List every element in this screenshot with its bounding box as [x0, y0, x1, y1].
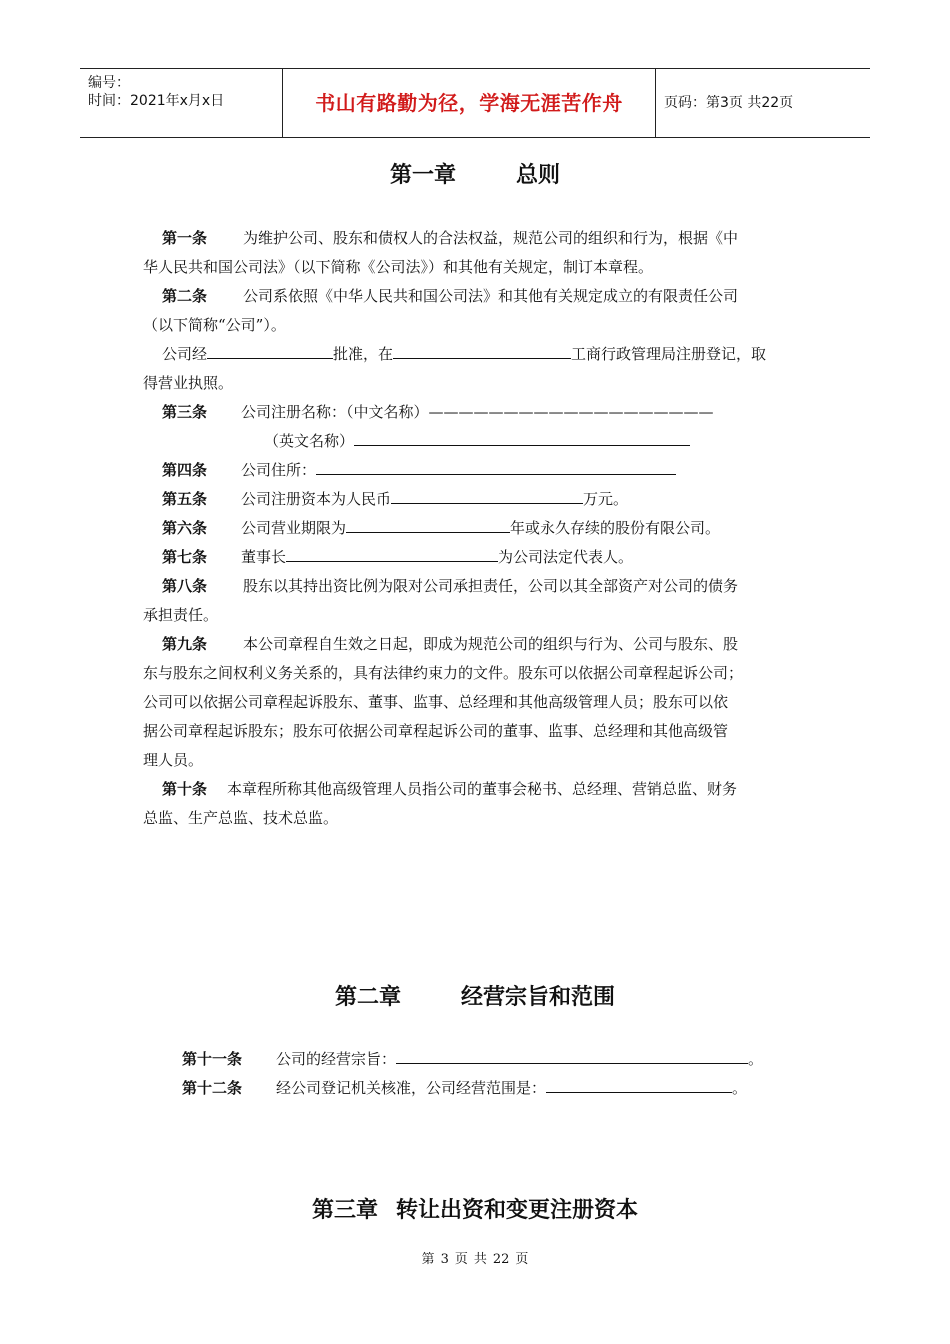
chapter-3-heading [0, 1193, 950, 1224]
document-date: 时间：2021年x月x日 [88, 93, 225, 109]
chapter-3-number: 第三章 [311, 1198, 378, 1223]
chapter-2-heading [0, 980, 950, 1011]
article-2-registration-cont: 得营业执照。 [143, 374, 234, 392]
blank-address[interactable] [316, 460, 676, 475]
article-label: 第五条 [162, 490, 208, 508]
article-9-line4: 据公司章程起诉股东；股东可依据公司章程起诉公司的董事、监事、总经理和其他高级管 [143, 722, 729, 740]
blank-business-term[interactable] [346, 518, 510, 533]
article-label: 第十条 [162, 780, 208, 798]
blank-chairman[interactable] [286, 547, 498, 562]
article-9-line5: 理人员。 [143, 751, 204, 769]
footer-total-pages: 22 [492, 1252, 510, 1267]
blank-registered-capital[interactable] [391, 489, 583, 504]
chapter-1-number: 第一章 [389, 163, 456, 188]
article-label: 第八条 [162, 577, 208, 595]
blank-approval-authority[interactable] [207, 344, 333, 359]
chapter-1-title: 总则 [516, 163, 561, 188]
article-5: 第五条 公司注册资本为人民币 万元。 [162, 490, 629, 508]
article-label: 第十二条 [182, 1079, 243, 1097]
article-7: 第七条 董事长 为公司法定代表人。 [162, 548, 634, 566]
header-page-info: 页码：第3页 共22页 [664, 95, 794, 111]
article-1: 第一条 为维护公司、股东和债权人的合法权益，规范公司的组织和行为，根据《中 [162, 229, 739, 247]
article-11: 第十一条 公司的经营宗旨： 。 [182, 1050, 764, 1068]
blank-registration-bureau[interactable] [393, 344, 571, 359]
article-label: 第十一条 [182, 1050, 243, 1068]
article-2-cont: （以下简称“公司”）。 [143, 316, 286, 334]
article-9-line3: 公司可以依据公司章程起诉股东、董事、监事、总经理和其他高级管理人员；股东可以依 [143, 693, 729, 711]
article-8: 第八条 股东以其持出资比例为限对公司承担责任，公司以其全部资产对公司的债务 [162, 577, 739, 595]
article-12: 第十二条 经公司登记机关核准，公司经营范围是： 。 [182, 1079, 748, 1097]
document-number-label: 编号： [88, 75, 130, 91]
page-footer: 第 3 页 共 22 页 [421, 1252, 529, 1267]
blank-business-purpose[interactable] [396, 1049, 748, 1064]
article-10-cont: 总监、生产总监、技术总监。 [143, 809, 339, 827]
blank-english-name[interactable] [354, 431, 690, 446]
article-9: 第九条 本公司章程自生效之日起，即成为规范公司的组织与行为、公司与股东、股 [162, 635, 739, 653]
article-label: 第三条 [162, 403, 208, 421]
article-4: 第四条 公司住所： [162, 460, 676, 480]
chapter-1-heading [0, 158, 950, 189]
article-6: 第六条 公司营业期限为 年或永久存续的股份有限公司。 [162, 519, 721, 537]
article-2-registration: 公司经 批准，在 工商行政管理局注册登记，取 [162, 345, 767, 363]
article-9-line2: 东与股东之间权利义务关系的，具有法律约束力的文件。股东可以依据公司章程起诉公司； [143, 664, 744, 682]
article-label: 第七条 [162, 548, 208, 566]
article-2: 第二条 公司系依照《中华人民共和国公司法》和其他有关规定成立的有限责任公司 [162, 287, 739, 305]
article-8-cont: 承担责任。 [143, 606, 219, 624]
header-motto: 书山有路勤为径，学海无涯苦作舟 [283, 69, 656, 137]
article-10: 第十条 本章程所称其他高级管理人员指公司的董事会秘书、总经理、营销总监、财务 [162, 780, 738, 798]
chapter-2-number: 第二章 [334, 985, 401, 1010]
article-label: 第六条 [162, 519, 208, 537]
article-label: 第四条 [162, 461, 208, 479]
chapter-3-title: 转让出资和变更注册资本 [396, 1198, 639, 1223]
chapter-2-title: 经营宗旨和范围 [461, 985, 616, 1010]
article-3-english-name: （英文名称） [264, 431, 690, 451]
blank-business-scope[interactable] [546, 1078, 732, 1093]
header-meta-cell [80, 69, 283, 137]
page-header [80, 68, 870, 138]
article-label: 第九条 [162, 635, 208, 653]
footer-page-number: 3 [440, 1252, 449, 1267]
article-1-cont: 华人民共和国公司法》（以下简称《公司法》）和其他有关规定，制订本章程。 [143, 258, 654, 276]
article-label: 第二条 [162, 287, 208, 305]
article-label: 第一条 [162, 229, 208, 247]
article-3: 第三条 公司注册名称：（中文名称）——————————————————— [162, 403, 714, 421]
